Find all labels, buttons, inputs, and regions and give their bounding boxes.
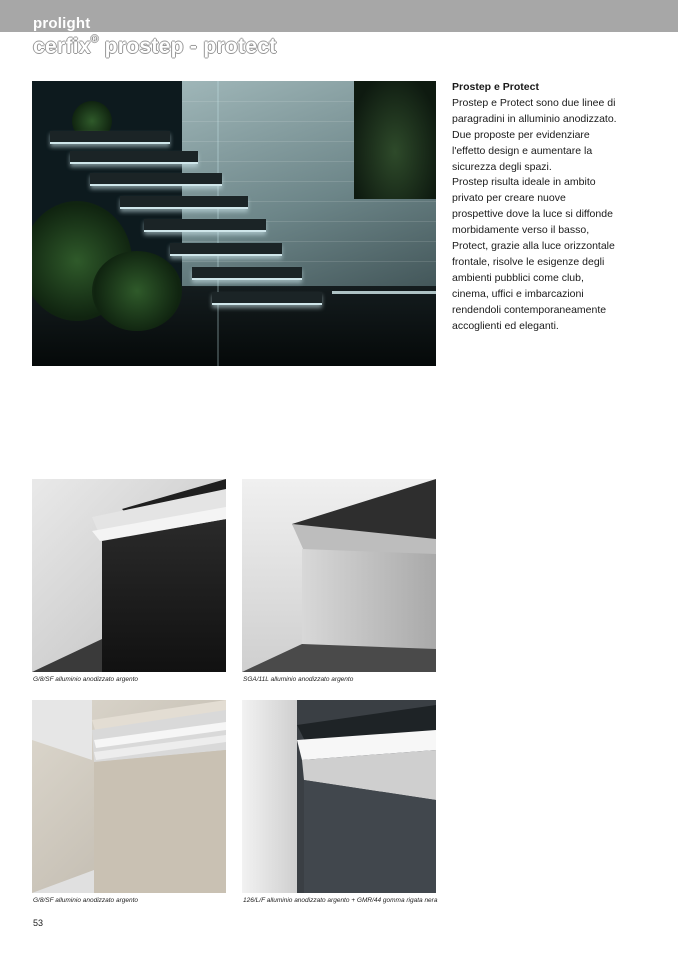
description-line: ambienti pubblici come club, <box>452 271 584 284</box>
page-title <box>33 35 277 59</box>
detail-photo-4 <box>242 700 436 893</box>
description-line: Prostep e Protect sono due linee di <box>452 96 616 109</box>
staircase-photo <box>32 81 436 366</box>
caption-3: G/8/SF alluminio anodizzato argento <box>33 897 139 904</box>
title-main: cerfix <box>33 35 91 58</box>
description-line: accoglienti ed eleganti. <box>452 319 559 332</box>
detail-photo-2 <box>242 479 436 672</box>
description-line: Due proposte per evidenziare <box>452 128 590 141</box>
title-rest: prostep - protect <box>98 35 277 58</box>
description-text <box>452 80 652 335</box>
description-line: Prostep risulta ideale in ambito <box>452 176 596 189</box>
description-line: paragradini in alluminio anodizzato. <box>452 112 617 125</box>
description-line: privato per creare nuove <box>452 192 566 205</box>
description-line: cinema, uffici e imbarcazioni <box>452 287 584 300</box>
description-line: prospettive dove la luce si diffonde <box>452 208 613 221</box>
detail-photo-3 <box>32 700 226 893</box>
brand-name: prolight <box>33 15 91 32</box>
caption-4: 126/L/F alluminio anodizzato argento + GMR/44 gomma rigata nera <box>243 897 438 904</box>
caption-1: G/8/SF alluminio anodizzato argento <box>33 676 139 683</box>
header-band <box>0 0 678 32</box>
description-heading: Prostep e Protect <box>452 81 539 93</box>
description-line: rendendoli contemporaneamente <box>452 303 607 316</box>
description-line: frontale, risolve le esigenze degli <box>452 255 605 268</box>
description-line: morbidamente verso il basso, <box>452 224 590 237</box>
page-number: 53 <box>33 918 44 928</box>
registered-mark: ® <box>90 34 99 45</box>
caption-2: SGA/11L alluminio anodizzato argento <box>243 676 354 683</box>
description-line: l'effetto design e aumentare la <box>452 144 593 157</box>
description-line: Protect, grazie alla luce orizzontale <box>452 240 615 253</box>
description-line: sicurezza degli spazi. <box>452 160 552 173</box>
detail-photo-1 <box>32 479 226 672</box>
